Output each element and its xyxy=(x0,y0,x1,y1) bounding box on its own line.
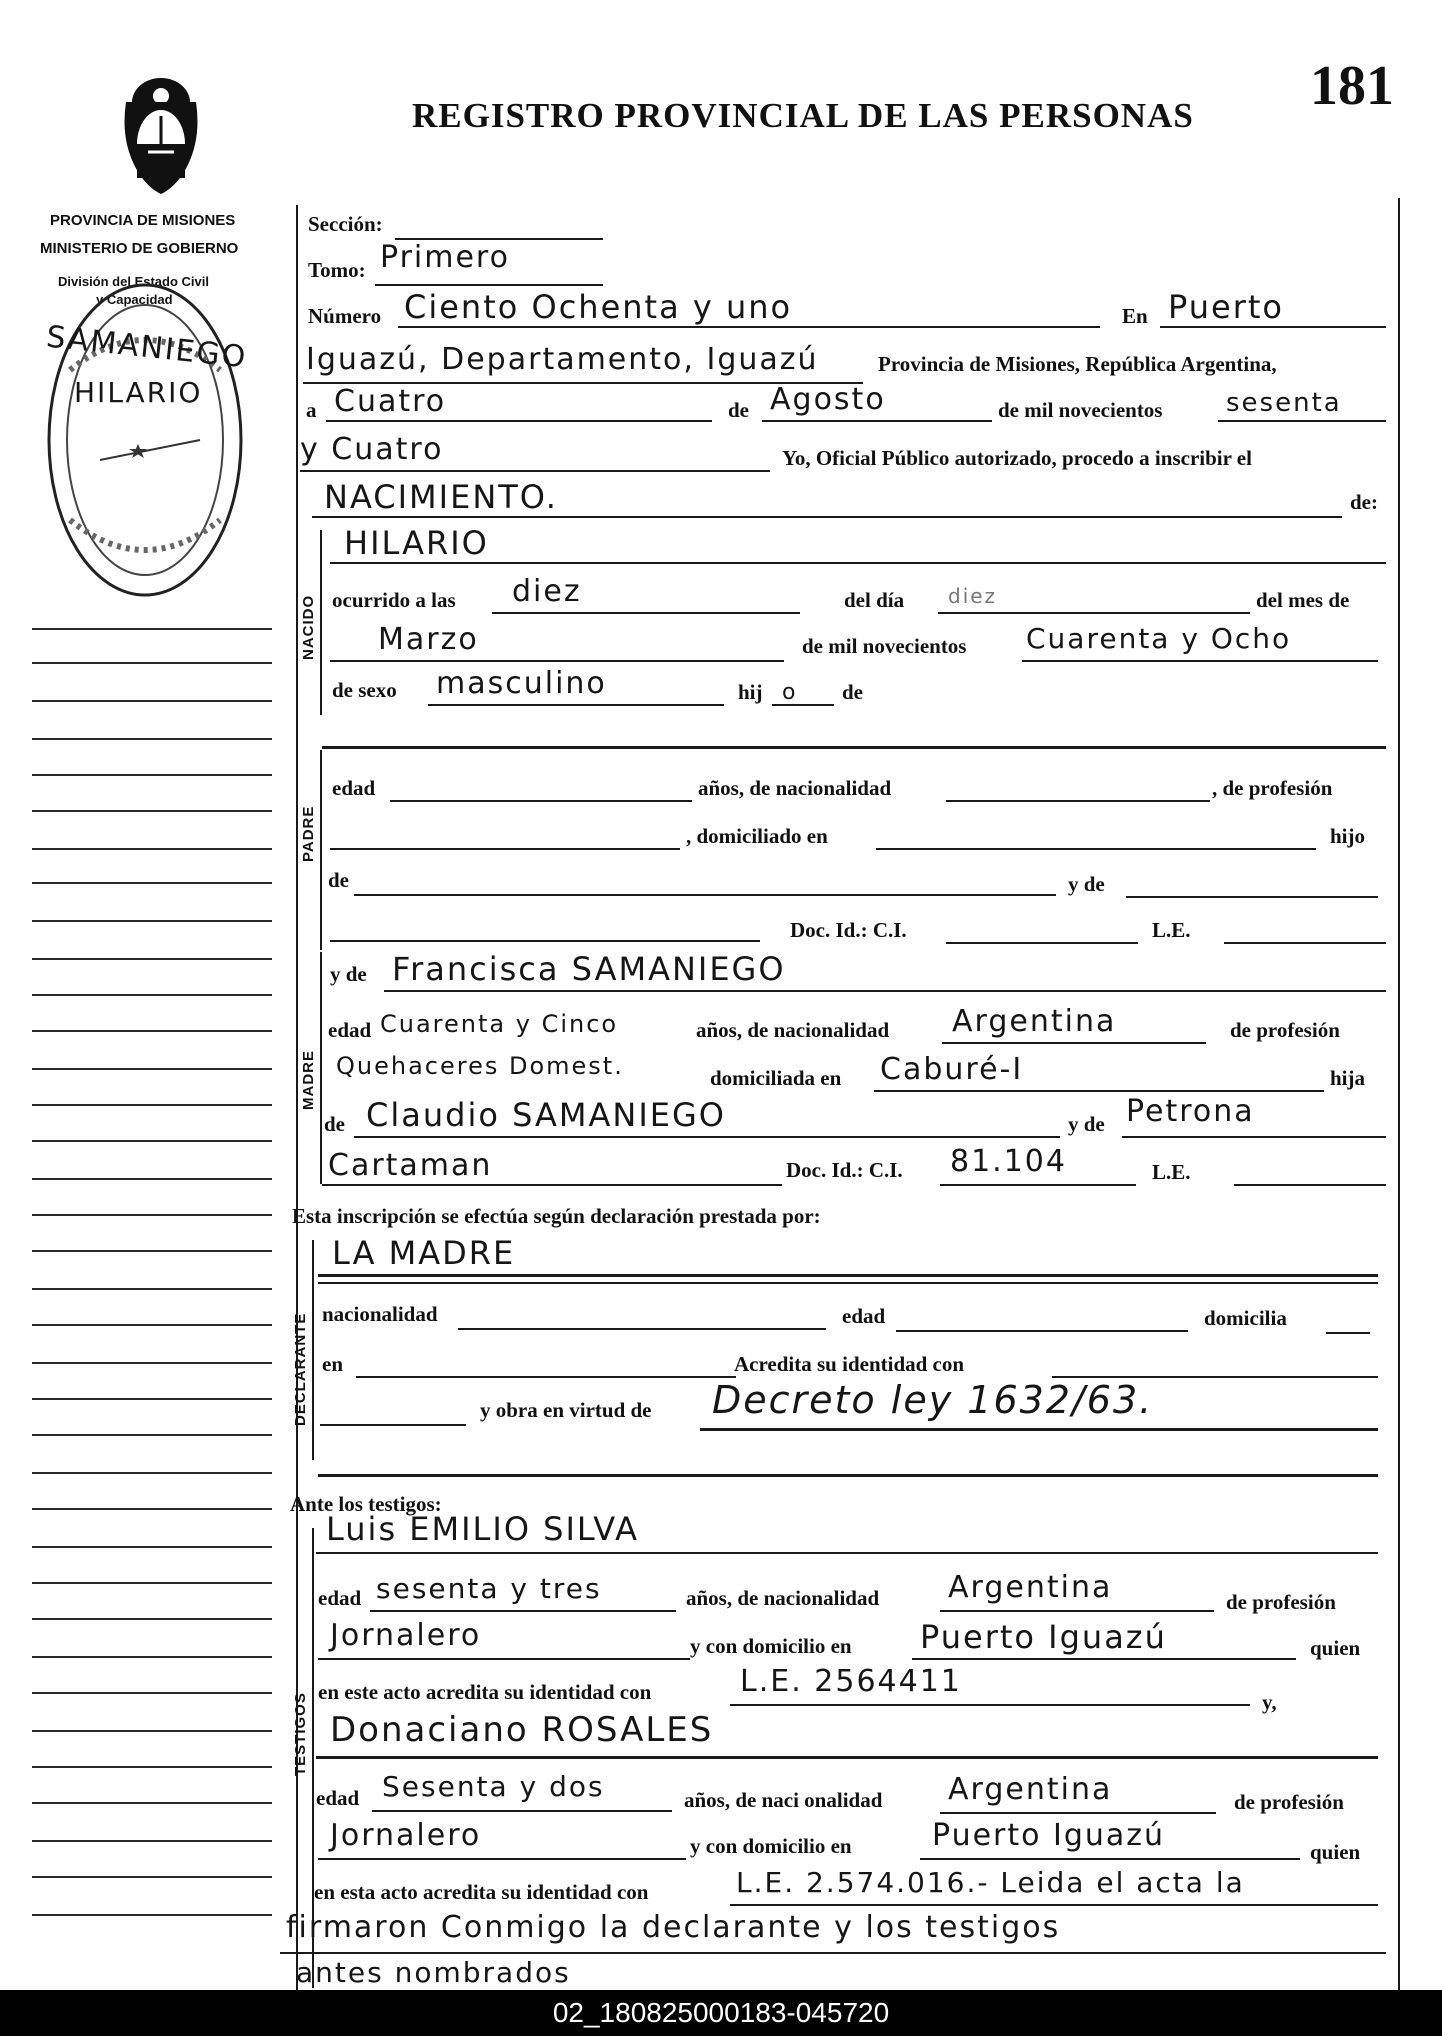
en-label: En xyxy=(1122,304,1148,328)
month-field xyxy=(762,420,992,422)
section-label-padre: PADRE xyxy=(300,805,317,862)
margin-line xyxy=(32,1214,272,1216)
testigo1-profesion-label: de profesión xyxy=(1226,1590,1336,1614)
padre-divider xyxy=(320,750,322,950)
margin-line xyxy=(32,1802,272,1804)
de-label: de xyxy=(728,398,749,422)
madre-y-de2-label: y de xyxy=(1068,1112,1105,1136)
testigo2-name-value: Donaciano ROSALES xyxy=(330,1710,714,1750)
testigo1-profesion-field xyxy=(318,1658,690,1660)
nacido-month-field xyxy=(330,660,784,662)
declarante-domicilia-field xyxy=(1326,1332,1370,1334)
declarante-divider xyxy=(312,1240,314,1460)
nacido-mil-label: de mil novecientos xyxy=(802,634,967,658)
margin-line xyxy=(32,1362,272,1364)
margin-line xyxy=(32,920,272,922)
declarante-obra-label: y obra en virtud de xyxy=(480,1398,652,1422)
padre-domiciliado-label: , domiciliado en xyxy=(686,824,828,848)
declarante-name-field-2 xyxy=(318,1282,1378,1284)
margin-line xyxy=(32,1288,272,1290)
declarante-nacionalidad-label: nacionalidad xyxy=(322,1302,438,1326)
numero-label: Número xyxy=(308,304,382,328)
madre-domicilio-value: Caburé-I xyxy=(880,1052,1024,1087)
madre-edad-label: edad xyxy=(328,1018,372,1042)
section-label-madre: MADRE xyxy=(300,1050,317,1110)
padre-edad-label: edad xyxy=(332,776,376,800)
day-field xyxy=(326,420,712,422)
padre-nacionalidad-field xyxy=(946,800,1210,802)
numero-value: Ciento Ochenta y uno xyxy=(404,288,793,326)
margin-line xyxy=(32,1656,272,1658)
margin-line xyxy=(32,1914,272,1916)
act-field xyxy=(312,516,1342,518)
margin-line xyxy=(32,1692,272,1694)
sexo-field xyxy=(428,704,724,706)
testigo2-doc-field xyxy=(730,1904,1378,1906)
issuer-line-3: División del Estado Civil xyxy=(58,274,209,289)
margin-line xyxy=(32,1104,272,1106)
testigo1-anos-label: años, de nacionalidad xyxy=(686,1586,880,1610)
seccion-label: Sección: xyxy=(308,212,383,236)
testigo2-nacionalidad-value: Argentina xyxy=(948,1772,1113,1807)
madre-le-field xyxy=(1234,1184,1386,1186)
padre-hijo-label: hijo xyxy=(1330,824,1366,848)
mil-label: de mil novecientos xyxy=(998,398,1163,422)
ocurrido-label: ocurrido a las xyxy=(332,588,456,612)
padre-y-de-label: y de xyxy=(1068,872,1105,896)
en-value: Puerto xyxy=(1168,288,1284,326)
margin-line xyxy=(32,1324,272,1326)
declarante-name-field xyxy=(318,1274,1378,1277)
margin-line xyxy=(32,994,272,996)
madre-father-field xyxy=(354,1136,1060,1138)
year-field-1 xyxy=(1218,420,1386,422)
hour-field xyxy=(492,612,800,614)
madre-doc-field xyxy=(940,1184,1136,1186)
declarante-obra-field xyxy=(700,1428,1378,1431)
testigo1-nacionalidad-value: Argentina xyxy=(948,1570,1113,1605)
nacido-name-value: HILARIO xyxy=(344,524,489,562)
declarante-edad-field xyxy=(896,1330,1188,1332)
testigo2-name-field xyxy=(316,1756,1378,1759)
de-colon-label: de: xyxy=(1350,490,1378,514)
testigo1-doc-value: L.E. 2564411 xyxy=(740,1664,962,1699)
tomo-value: Primero xyxy=(380,240,510,275)
madre-mother-field-1 xyxy=(1122,1136,1386,1138)
image-footer-label: 02_180825000183-045720 xyxy=(0,1990,1442,2036)
padre-mother-field xyxy=(1126,896,1378,898)
madre-y-de-label: y de xyxy=(330,962,367,986)
madre-hija-label: hija xyxy=(1330,1066,1366,1090)
section-label-nacido: NACIDO xyxy=(300,594,317,660)
testigo2-domicilio-value: Puerto Iguazú xyxy=(932,1818,1166,1853)
madre-divider xyxy=(320,952,322,1184)
closing-field-1 xyxy=(280,1952,1386,1954)
margin-line xyxy=(32,1068,272,1070)
margin-line xyxy=(32,1398,272,1400)
madre-domicilio-field xyxy=(874,1090,1324,1092)
declarante-edad-label: edad xyxy=(842,1304,886,1328)
testigo1-doc-field xyxy=(730,1704,1250,1706)
seal-handwriting-2: HILARIO xyxy=(74,376,203,409)
madre-mother-field-2 xyxy=(322,1184,782,1186)
madre-nacionalidad-field xyxy=(942,1042,1206,1044)
testigo2-profesion-label: de profesión xyxy=(1234,1790,1344,1814)
margin-line xyxy=(32,1582,272,1584)
padre-profesion-label: , de profesión xyxy=(1212,776,1333,800)
testigo2-profesion-field xyxy=(318,1858,686,1860)
nacido-day-value: diez xyxy=(948,584,998,608)
testigo2-edad-value: Sesenta y dos xyxy=(382,1770,605,1803)
declarante-extra-field xyxy=(320,1424,466,1426)
padre-name-field xyxy=(322,746,1386,749)
margin-line xyxy=(32,810,272,812)
testigo2-acredita-label: en esta acto acredita su identidad con xyxy=(314,1880,649,1904)
madre-doc-label: Doc. Id.: C.I. xyxy=(786,1158,903,1182)
testigo1-nacionalidad-field xyxy=(940,1610,1214,1612)
sexo-label: de sexo xyxy=(332,678,397,702)
closing-text-1: firmaron Conmigo la declarante y los testigos xyxy=(286,1910,1061,1945)
margin-line xyxy=(32,958,272,960)
testigo2-profesion-value: Jornalero xyxy=(330,1818,482,1853)
testigo1-edad-label: edad xyxy=(318,1586,362,1610)
testigo1-y-label: y, xyxy=(1262,1690,1277,1714)
hijo-label: hij xyxy=(738,680,763,704)
margin-line xyxy=(32,882,272,884)
issuer-line-1: PROVINCIA DE MISIONES xyxy=(50,212,236,229)
margin-line xyxy=(32,700,272,702)
month-value: Agosto xyxy=(770,382,886,417)
madre-mother-value-1: Petrona xyxy=(1126,1094,1255,1129)
padre-father-field xyxy=(354,894,1056,896)
issuer-line-4: y Capacidad xyxy=(96,292,173,307)
madre-profesion-value: Quehaceres Domest. xyxy=(336,1052,624,1080)
margin-line xyxy=(32,1508,272,1510)
testigo2-edad-label: edad xyxy=(316,1786,360,1810)
madre-mother-value-2: Cartaman xyxy=(328,1148,493,1183)
madre-de-label: de xyxy=(324,1112,345,1136)
testigo1-quien-label: quien xyxy=(1310,1636,1361,1660)
madre-father-value: Claudio SAMANIEGO xyxy=(366,1096,726,1134)
padre-le-field xyxy=(1224,942,1386,944)
margin-line xyxy=(32,738,272,740)
padre-domicilio-field xyxy=(876,848,1316,850)
declarante-intro-label: Esta inscripción se efectúa según declaración prestada por: xyxy=(292,1204,821,1228)
testigo1-profesion-value: Jornalero xyxy=(330,1618,482,1653)
numero-field xyxy=(398,326,1100,328)
margin-line xyxy=(32,1618,272,1620)
act-value: NACIMIENTO. xyxy=(324,478,558,516)
madre-name-value: Francisca SAMANIEGO xyxy=(392,950,786,988)
page-number: 181 xyxy=(1310,55,1394,117)
a-label: a xyxy=(306,398,317,422)
madre-le-label: L.E. xyxy=(1152,1160,1191,1184)
padre-edad-field xyxy=(390,800,692,802)
provincia-label: Provincia de Misiones, República Argentina, xyxy=(878,352,1277,376)
testigo1-edad-value: sesenta y tres xyxy=(376,1572,602,1605)
padre-doc-field xyxy=(946,942,1138,944)
margin-line xyxy=(32,1876,272,1878)
nacido-year-field xyxy=(1022,660,1378,662)
year-field-2 xyxy=(300,470,770,472)
testigo2-quien-label: quien xyxy=(1310,1840,1361,1864)
testigo2-anos-label: años, de naci onalidad xyxy=(684,1788,883,1812)
testigo1-name-field xyxy=(316,1552,1378,1554)
padre-le-label: L.E. xyxy=(1152,918,1191,942)
testigo1-domicilio-label: y con domicilio en xyxy=(690,1634,852,1658)
padre-anos-label: años, de nacionalidad xyxy=(698,776,892,800)
hijo-value: o xyxy=(782,680,798,705)
declarante-name-value: LA MADRE xyxy=(332,1234,516,1272)
margin-line xyxy=(32,628,272,630)
testigo1-edad-field xyxy=(370,1610,676,1612)
section-label-testigos: TESTIGOS xyxy=(292,1692,309,1776)
year-value-1: sesenta xyxy=(1226,388,1342,418)
testigo1-name-value: Luis EMILIO SILVA xyxy=(326,1510,639,1548)
declarante-obra-value: Decreto ley 1632/63. xyxy=(712,1378,1154,1422)
madre-domiciliada-label: domiciliada en xyxy=(710,1066,842,1090)
del-mes-label: del mes de xyxy=(1256,588,1350,612)
margin-line xyxy=(32,1434,272,1436)
issuer-line-2: MINISTERIO DE GOBIERNO xyxy=(40,240,239,257)
sexo-value: masculino xyxy=(436,666,607,701)
page-title: REGISTRO PROVINCIAL DE LAS PERSONAS xyxy=(412,96,1194,135)
madre-anos-label: años, de nacionalidad xyxy=(696,1018,890,1042)
margin-line xyxy=(32,1250,272,1252)
declarante-nacionalidad-field xyxy=(458,1328,826,1330)
coat-of-arms-icon xyxy=(118,72,204,200)
margin-line xyxy=(32,1766,272,1768)
margin-line xyxy=(32,1472,272,1474)
madre-doc-value: 81.104 xyxy=(950,1144,1067,1179)
en-field xyxy=(1160,326,1386,328)
declarante-en-label: en xyxy=(322,1352,343,1376)
nacido-year-value: Cuarenta y Ocho xyxy=(1026,622,1292,655)
nacido-divider xyxy=(320,530,322,715)
madre-nacionalidad-value: Argentina xyxy=(952,1004,1117,1039)
testigo1-acredita-label: en este acto acredita su identidad con xyxy=(318,1680,652,1704)
padre-extra-field xyxy=(330,940,760,942)
madre-profesion-label: de profesión xyxy=(1230,1018,1340,1042)
declarante-acredita-label: Acredita su identidad con xyxy=(734,1352,965,1376)
tomo-label: Tomo: xyxy=(308,258,366,282)
madre-name-field xyxy=(384,990,1386,992)
margin-line xyxy=(32,1546,272,1548)
margin-line xyxy=(32,1140,272,1142)
nacido-month-value: Marzo xyxy=(378,622,479,657)
testigo2-domicilio-field xyxy=(920,1858,1300,1860)
margin-line xyxy=(32,1030,272,1032)
declarante-en-field xyxy=(356,1376,736,1378)
testigo2-nacionalidad-field xyxy=(940,1812,1216,1814)
del-dia-label: del día xyxy=(844,588,905,612)
margin-line xyxy=(32,1730,272,1732)
testigo2-doc-value: L.E. 2.574.016.- Leida el acta la xyxy=(736,1866,1245,1899)
testigo2-edad-field xyxy=(372,1810,672,1812)
padre-de-label: de xyxy=(328,868,349,892)
tomo-field xyxy=(375,284,603,286)
place-value: Iguazú, Departamento, Iguazú xyxy=(306,342,819,377)
day-value: Cuatro xyxy=(334,384,447,419)
margin-line xyxy=(32,662,272,664)
closing-text-2: antes nombrados xyxy=(296,1956,571,1989)
margin-line xyxy=(32,848,272,850)
testigo1-domicilio-value: Puerto Iguazú xyxy=(920,1618,1167,1656)
hijo-field xyxy=(772,704,834,706)
nacido-day-field xyxy=(938,612,1250,614)
frame-right-border xyxy=(1398,198,1400,1990)
oficial-label: Yo, Oficial Público autorizado, procedo a inscribir el xyxy=(782,446,1252,470)
margin-line xyxy=(32,774,272,776)
section-label-declarante: DECLARANTE xyxy=(292,1312,309,1426)
padre-profesion-field xyxy=(330,848,680,850)
year-value-2: y Cuatro xyxy=(300,432,444,467)
declarante-domicilia-label: domicilia xyxy=(1204,1306,1287,1330)
margin-line xyxy=(32,1840,272,1842)
madre-edad-value: Cuarenta y Cinco xyxy=(380,1010,619,1038)
declarante-closing-field xyxy=(318,1474,1378,1477)
nacido-de-label: de xyxy=(842,680,863,704)
testigo1-domicilio-field xyxy=(912,1658,1296,1660)
testigo2-domicilio-label: y con domicilio en xyxy=(690,1834,852,1858)
testigos-intro-label: Ante los testigos: xyxy=(290,1492,442,1516)
seal-handwriting-1: SAMANIEGO xyxy=(44,319,249,376)
hour-value: diez xyxy=(512,574,582,609)
margin-line xyxy=(32,1178,272,1180)
nacido-name-field xyxy=(330,562,1386,564)
padre-doc-label: Doc. Id.: C.I. xyxy=(790,918,907,942)
